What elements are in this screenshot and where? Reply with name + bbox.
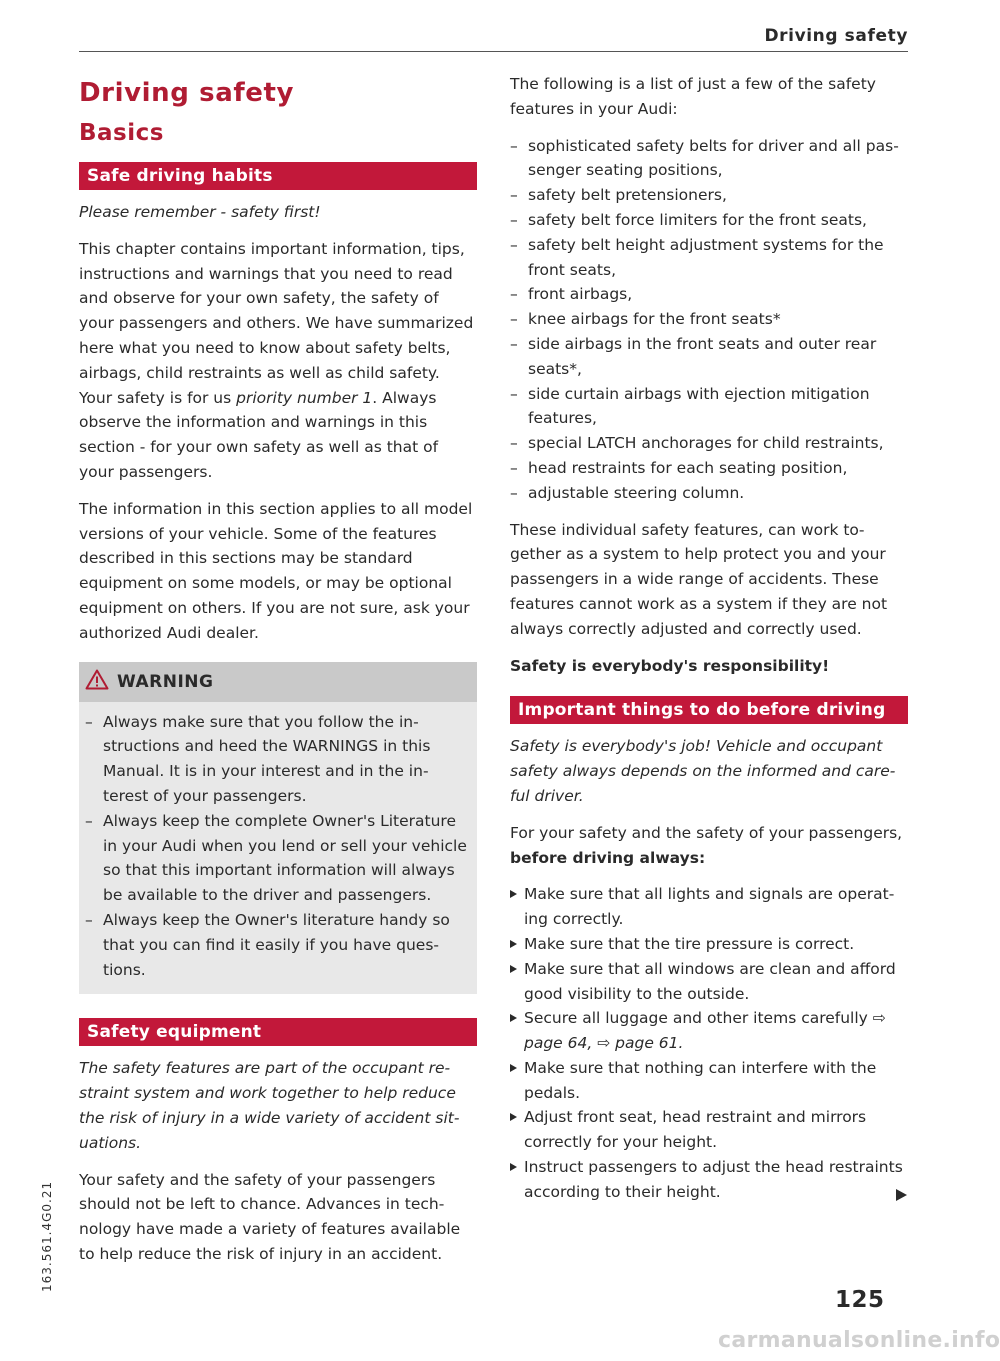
list-item: – safety belt force limiters for the front seats, — [510, 208, 908, 233]
safe-driving-habits-heading: Safe driving habits — [79, 162, 477, 190]
page-64-link[interactable]: ⇨ page 64 — [524, 1009, 886, 1053]
list-item: – safety belt pretensioners, — [510, 183, 908, 208]
safe-driving-habits-intro: Please remember - safety first! — [79, 203, 321, 221]
safe-driving-habits-paragraph-1: This chapter contains important information, tips, instructions and warnings that you need to read and observe for your own safety, the safety of your passengers and others. We have summarized here what you need to know about safety belts, airbags, child restraints as well as child safety. Your safety is for us priority number 1. Always observe the information and warnings in this section - for your own safety as well as that of your passengers. — [79, 239, 474, 481]
safety-equipment-paragraph: Your safety and the safety of your passengers should not be left to chance. Advances in technology have made a variety of features available to help reduce the risk of injury in an accident. — [79, 1170, 461, 1263]
step-item: Make sure that nothing can interfere with the pedals. — [510, 1056, 908, 1106]
header-rule — [79, 51, 908, 52]
before-driving-intro: Safety is everybody's job! Vehicle and occupant safety always depends on the informed and careful driver. — [510, 737, 896, 805]
step-item: Make sure that all windows are clean and afford good visibility to the outside. — [510, 957, 908, 1007]
list-item: – side curtain airbags with ejection mitigation features, — [510, 382, 908, 432]
safety-equipment-intro: The safety features are part of the occupant restraint system and work together to help reduce the risk of injury in a wide variety of accident situations. — [79, 1059, 460, 1152]
features-intro: The following is a list of just a few of the safety features in your Audi: — [510, 75, 876, 118]
list-item: – adjustable steering column. — [510, 481, 908, 506]
chapter-title: Driving safety — [79, 78, 295, 108]
left-column — [79, 72, 477, 1279]
page-number: 125 — [835, 1287, 885, 1313]
safe-driving-habits-paragraph-2: The information in this section applies to all model versions of your vehicle. Some of the features described in this sections may be standard equipment on some models, or may be optional equipment on others. If you are not sure, ask your authorized Audi dealer. — [79, 499, 473, 642]
step-item: Adjust front seat, head restraint and mirrors correctly for your height. — [510, 1105, 908, 1155]
list-item: – special LATCH anchorages for child restraints, — [510, 431, 908, 456]
list-item: – sophisticated safety belts for driver and all passenger seating positions, — [510, 134, 908, 184]
responsibility-statement: Safety is everybody's responsibility! — [510, 656, 830, 675]
warning-item: – Always keep the Owner's literature handy so that you can find it easily if you have questions. — [85, 908, 467, 982]
step-item: Make sure that all lights and signals are operating correctly. — [510, 882, 908, 932]
right-column — [510, 72, 908, 1205]
list-item: – safety belt height adjustment systems for the front seats, — [510, 233, 908, 283]
system-paragraph: These individual safety features, can work together as a system to help protect you and your passengers in a wide range of accidents. These features cannot work as a system if they are not always correctly adjusted and correctly used. — [510, 520, 888, 638]
priority-emphasis: priority number 1 — [236, 388, 373, 407]
before-driving-lead: For your safety and the safety of your passengers, before driving always: — [510, 823, 903, 867]
warning-label: WARNING — [117, 671, 214, 692]
warning-triangle-icon — [85, 669, 109, 690]
step-item: Instruct passengers to adjust the head restraints according to their height. — [510, 1155, 908, 1205]
list-item: – side airbags in the front seats and outer rear seats*, — [510, 332, 908, 382]
safety-features-list — [510, 134, 908, 506]
before-driving-heading: Important things to do before driving — [510, 696, 908, 724]
list-item: – knee airbags for the front seats* — [510, 307, 908, 332]
warning-box — [79, 662, 477, 995]
before-driving-emphasis: before driving always: — [510, 848, 706, 867]
continue-arrow-icon — [894, 1188, 908, 1202]
page-61-link[interactable]: ⇨ page 61 — [597, 1034, 679, 1053]
watermark: carmanualsonline.info — [718, 1328, 1000, 1353]
step-item: Make sure that the tire pressure is correct. — [510, 932, 908, 957]
safety-equipment-heading: Safety equipment — [79, 1018, 477, 1046]
warning-item: – Always make sure that you follow the instructions and heed the WARNINGS in this Manual. It is in your interest and in the interest of your passengers. — [85, 710, 467, 809]
section-title: Basics — [79, 120, 164, 146]
warning-list — [79, 710, 477, 983]
list-item: – front airbags, — [510, 282, 908, 307]
before-driving-steps — [510, 882, 908, 1204]
step-item: Secure all luggage and other items carefully ⇨ page 64, ⇨ page 61. — [510, 1006, 908, 1056]
warning-header — [79, 662, 477, 702]
running-header: Driving safety — [764, 26, 908, 46]
warning-item: – Always keep the complete Owner's Literature in your Audi when you lend or sell your vehicle so that this important information will always be available to the driver and passengers. — [85, 809, 467, 908]
document-code: 163.561.4G0.21 — [40, 1180, 54, 1292]
list-item: – head restraints for each seating position, — [510, 456, 908, 481]
